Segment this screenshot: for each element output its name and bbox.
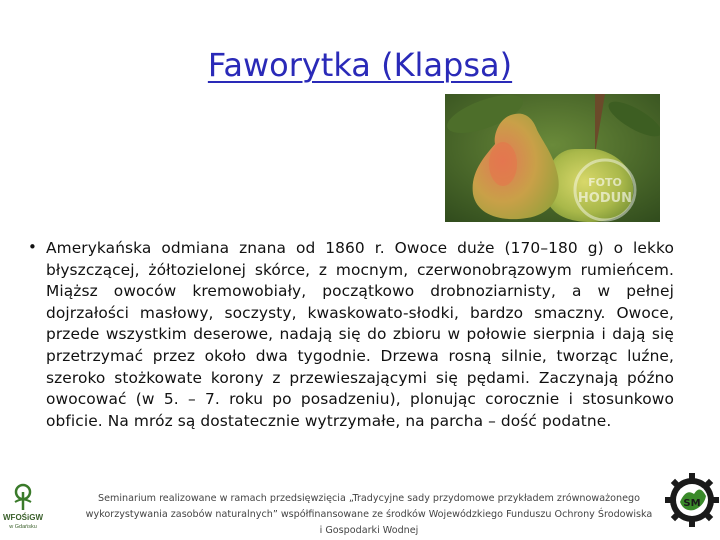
gear-icon <box>664 472 720 528</box>
sm-gear-logo <box>664 472 720 528</box>
wfosigw-logo-subtitle: w Gdańsku <box>9 524 37 530</box>
wfosigw-logo <box>0 480 46 540</box>
wfosigw-logo-name: WFOŚiGW <box>3 513 43 522</box>
slide-title[interactable]: Faworytka (Klapsa) <box>207 46 513 84</box>
footer-line-1: Seminarium realizowane w ramach przedsięwzięcia „Tradycyjne sady przydomowe przykładem zrównoważonego <box>98 493 640 504</box>
svg-text:FOTO: FOTO <box>588 176 622 189</box>
svg-text:HODUN: HODUN <box>577 191 633 206</box>
description-paragraph: Amerykańska odmiana znana od 1860 r. Owoce duże (170–180 g) o lekko błyszczącej, żółtozielonej skórce, z mocnym, czerwonobrązowym rumieńcem. Miąższ owoców kremowobiały, początkowo drobnoziarnisty, a w pełnej dojrzałości masłowy, soczysty, kwaskowato-słodki, bardzo smaczny. Owoce, przede wszystkim deserowe, nadają się do zbioru w połowie sierpnia i dają się przetrzymać przez około dwa tygodnie. Drzewa rosną silnie, tworząc luźne, szeroko stożkowate korony z przewieszającymi się pędami. Zaczynają późno owocować (w 5. – 7. roku po posadzeniu), plonując corocznie i stosunkowo obficie. Na mróz są dostatecznie wytrzymałe, na parcha – dość podatne. <box>46 239 674 430</box>
footer-note <box>58 491 680 539</box>
sm-logo-letters: SM <box>683 498 701 509</box>
pear-photo-graphic <box>445 94 660 222</box>
pear-photo <box>445 94 660 222</box>
footer-line-3: i Gospodarki Wodnej <box>319 525 419 536</box>
bullet-point: • <box>28 238 37 256</box>
footer-line-2: wykorzystywania zasobów naturalnych” współfinansowane ze środków Wojewódzkiego Funduszu Ochrony Środowiska <box>85 509 653 520</box>
wfosigw-logo-icon <box>0 480 46 514</box>
description-block <box>28 238 674 432</box>
